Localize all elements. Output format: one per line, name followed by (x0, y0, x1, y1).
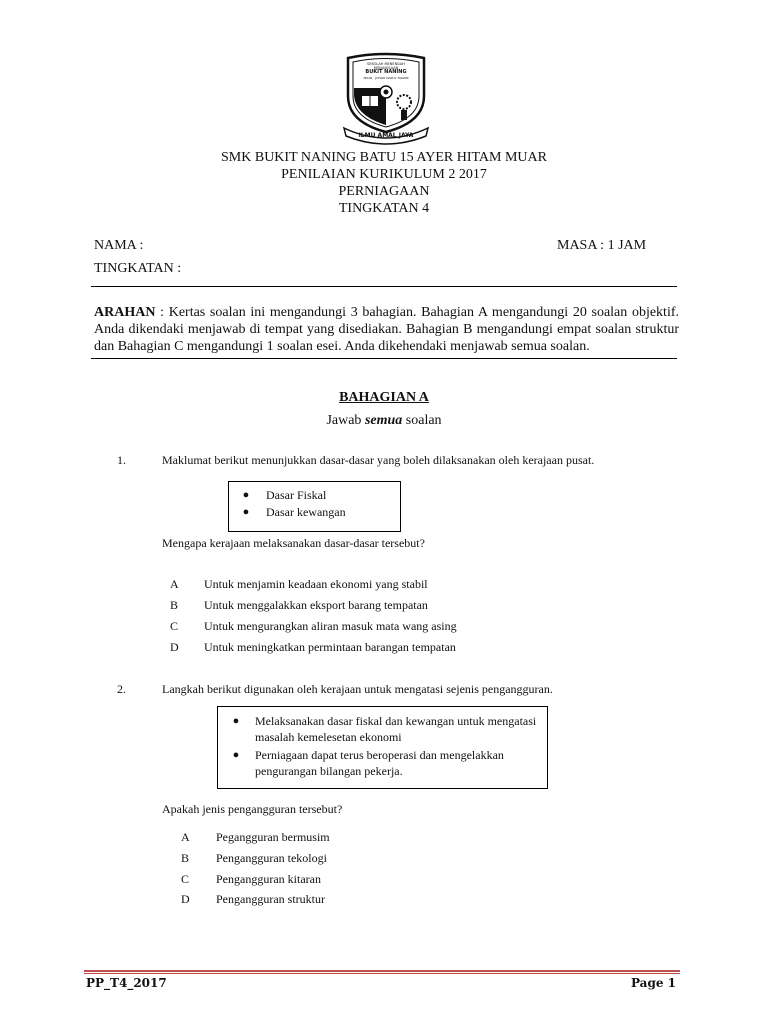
form-field-label: TINGKATAN : (94, 261, 182, 276)
question-number: 2. (117, 682, 126, 696)
instructions-paragraph (94, 304, 679, 355)
info-box-item (231, 713, 537, 745)
question-number: 1. (117, 453, 126, 467)
time-field-label: MASA : 1 JAM (557, 238, 647, 253)
footer-code: PP_T4_2017 (86, 976, 167, 990)
instructions-text: : Kertas soalan ini mengandungi 3 bahagian. Bahagian A mengandungi 20 soalan objektif. Anda dikendaki menjawab di tempat yang disediakan. Bahagian B mengandungi empat soalan struktur dan Bahagian C mengandungi 1 soalan esei. Anda dikehendaki menjawab semua soalan. (94, 305, 679, 354)
option-text: Untuk menjamin keadaan ekonomi yang stabil (204, 577, 428, 591)
footer-rule (84, 970, 680, 972)
info-box (217, 706, 548, 789)
option-text: Untuk meningkatkan permintaan barangan tempatan (204, 640, 456, 654)
crest-school-name: BUKIT NANING (365, 69, 407, 75)
section-subtitle-prefix: Jawab (326, 413, 365, 428)
option-letter: C (181, 872, 190, 886)
crest-location: MUAR · JOHOR DARUL TAKZIM (363, 76, 409, 80)
option-letter: B (170, 598, 179, 612)
school-name-heading: SMK BUKIT NANING BATU 15 AYER HITAM MUAR (221, 150, 547, 165)
option-letter: A (181, 830, 190, 844)
option-text: Pengangguran struktur (216, 892, 325, 906)
option-text: Pegangguran bermusim (216, 830, 330, 844)
divider-top (91, 286, 677, 287)
option-letter: C (170, 619, 179, 633)
option-text: Untuk mengurangkan aliran masuk mata wang asing (204, 619, 457, 633)
option-text: Pengangguran tekologi (216, 851, 327, 865)
bullet-icon: ● (242, 506, 250, 518)
instructions-label: ARAHAN (94, 305, 156, 320)
name-field-label: NAMA : (94, 238, 144, 253)
school-crest-logo (340, 52, 432, 146)
section-subtitle-suffix: soalan (402, 413, 442, 428)
option-text: Untuk menggalakkan eksport barang tempatan (204, 598, 428, 612)
info-box-item (241, 487, 400, 504)
info-box (228, 481, 401, 532)
option-text: Pengangguran kitaran (216, 872, 321, 886)
section-subtitle (0, 413, 768, 429)
crest-motto: ILMU AMAL JAYA (358, 132, 414, 139)
exam-title-heading: PENILAIAN KURIKULUM 2 2017 (281, 167, 487, 182)
info-box-item (241, 504, 400, 520)
footer-rule-thin (84, 973, 680, 974)
page-number: Page 1 (630, 976, 676, 990)
option-letter: D (170, 640, 179, 654)
option-letter: A (170, 577, 179, 591)
info-box-item (231, 747, 537, 779)
info-box-text: Dasar Fiskal (266, 488, 327, 502)
bullet-icon: ● (232, 749, 240, 761)
bullet-icon: ● (242, 489, 250, 501)
bullet-icon: ● (232, 715, 240, 727)
form-heading: TINGKATAN 4 (338, 201, 430, 216)
crest-ring-text: SEKOLAH MENENGAH KEBANGSAAN (367, 62, 405, 70)
info-box-text: Melaksanakan dasar fiskal dan kewangan untuk mengatasi masalah kemelesetan ekonomi (255, 714, 537, 744)
option-letter: D (181, 892, 190, 906)
subject-heading: PERNIAGAAN (338, 184, 430, 199)
question-prompt: Apakah jenis pengangguran tersebut? (162, 802, 343, 816)
question-stem: Maklumat berikut menunjukkan dasar-dasar yang boleh dilaksanakan oleh kerajaan pusat. (162, 453, 595, 467)
section-subtitle-emphasis: semua (364, 413, 403, 428)
divider-bottom (91, 358, 677, 359)
info-box-text: Perniagaan dapat terus beroperasi dan mengelakkan pengurangan bilangan pekerja. (255, 748, 504, 778)
section-title: BAHAGIAN A (339, 390, 429, 405)
question-stem: Langkah berikut digunakan oleh kerajaan untuk mengatasi sejenis pengangguran. (162, 682, 553, 696)
info-box-text: Dasar kewangan (266, 505, 346, 519)
option-letter: B (181, 851, 190, 865)
question-prompt: Mengapa kerajaan melaksanakan dasar-dasar tersebut? (162, 536, 425, 550)
